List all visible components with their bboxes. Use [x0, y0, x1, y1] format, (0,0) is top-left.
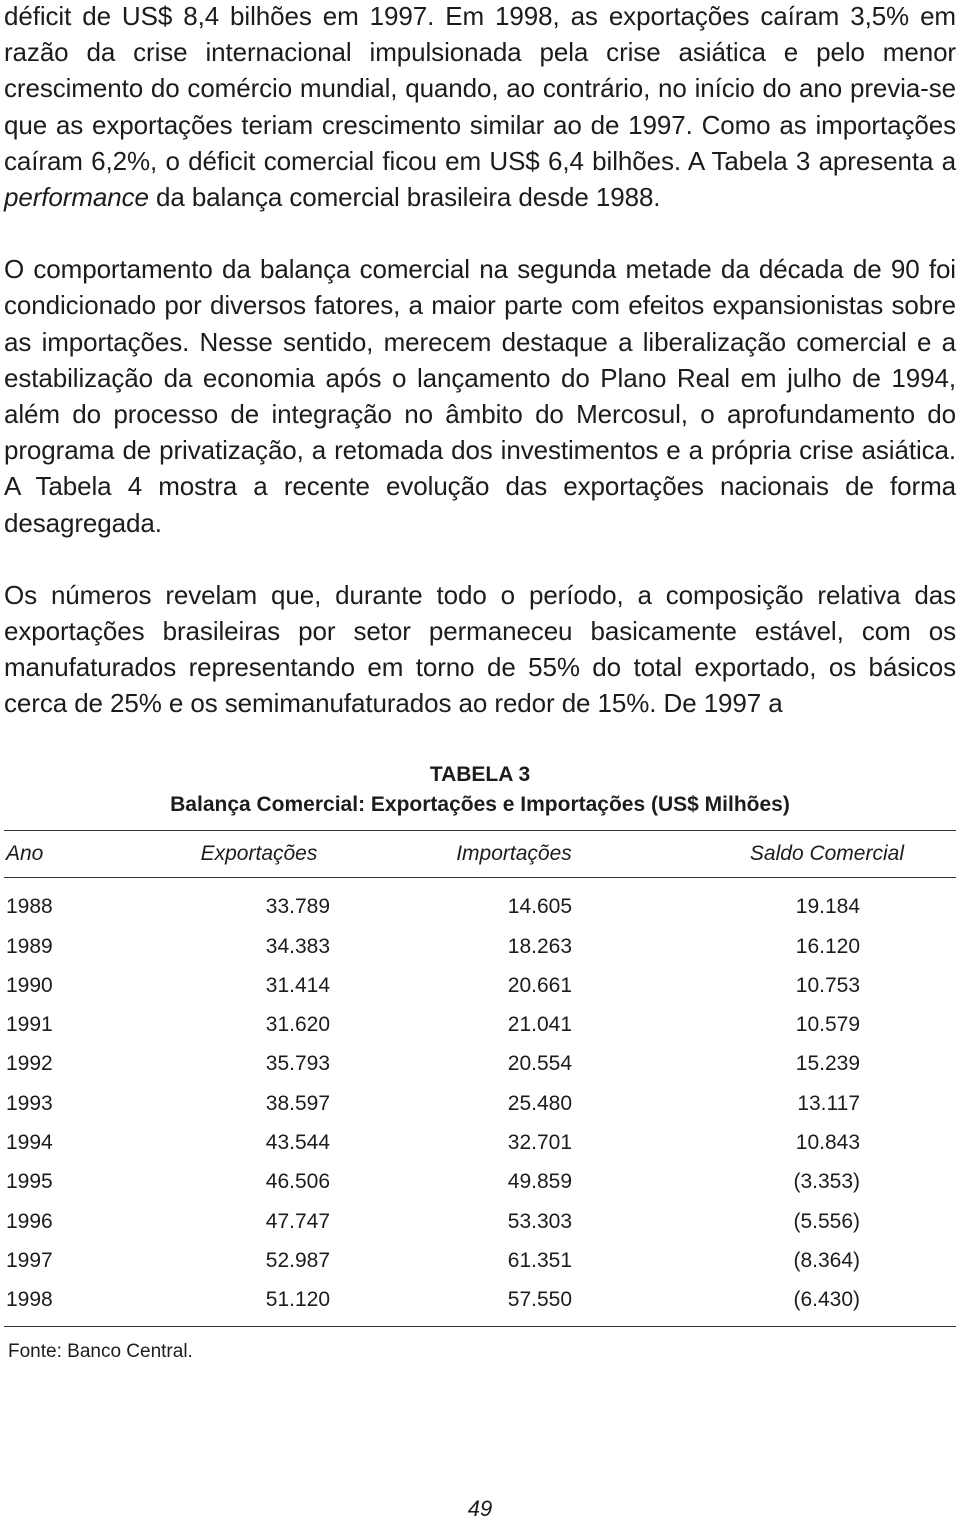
- cell-importacoes: 57.550: [507, 1288, 572, 1312]
- cell-importacoes: 25.480: [507, 1091, 572, 1115]
- cell-saldo: (8.364): [793, 1248, 860, 1272]
- cell-saldo: 13.117: [797, 1091, 860, 1115]
- cell-ano: 1994: [6, 1131, 53, 1155]
- cell-ano: 1996: [6, 1209, 53, 1233]
- table-source: Fonte: Banco Central.: [8, 1340, 193, 1362]
- table-header-exportacoes: Exportações: [200, 841, 318, 865]
- cell-importacoes: 21.041: [507, 1013, 572, 1037]
- table-row: [4, 888, 956, 927]
- cell-ano: 1998: [6, 1288, 53, 1312]
- cell-exportacoes: 38.597: [265, 1091, 330, 1115]
- cell-exportacoes: 51.120: [265, 1288, 330, 1312]
- cell-saldo: (6.430): [793, 1288, 860, 1312]
- table-row: [4, 1084, 956, 1123]
- cell-saldo: (3.353): [793, 1170, 860, 1194]
- cell-importacoes: 32.701: [507, 1131, 572, 1155]
- cell-ano: 1997: [6, 1248, 53, 1272]
- table-label: TABELA 3: [429, 762, 531, 786]
- cell-saldo: 16.120: [795, 934, 860, 958]
- cell-importacoes: 53.303: [507, 1209, 572, 1233]
- paragraph-3: Os números revelam que, durante todo o período, a composição relativa das exportações brasileiras por setor permaneceu basicamente estável, com os manufaturados representando em torno de 55% do total exportado, os básicos cerca de 25% e os semimanufaturados ao redor de 15%. De 1997 a: [4, 579, 956, 719]
- cell-saldo: (5.556): [793, 1209, 860, 1233]
- cell-exportacoes: 46.506: [265, 1170, 330, 1194]
- table-row: [4, 1202, 956, 1241]
- cell-exportacoes: 52.987: [265, 1248, 330, 1272]
- cell-ano: 1993: [6, 1091, 53, 1115]
- cell-importacoes: 49.859: [507, 1170, 572, 1194]
- cell-exportacoes: 43.544: [265, 1131, 330, 1155]
- cell-saldo: 15.239: [795, 1052, 860, 1076]
- table-row: [4, 927, 956, 966]
- cell-importacoes: 20.554: [507, 1052, 572, 1076]
- cell-ano: 1989: [6, 934, 53, 958]
- cell-exportacoes: 33.789: [265, 895, 330, 919]
- table-header-ano: Ano: [6, 841, 44, 865]
- table-row: [4, 1045, 956, 1084]
- table-caption: [4, 760, 956, 820]
- cell-exportacoes: 47.747: [265, 1209, 330, 1233]
- table-header-importacoes: Importações: [456, 841, 572, 865]
- cell-exportacoes: 31.414: [265, 973, 330, 997]
- page-content: [4, 0, 956, 1363]
- table-row: [4, 1006, 956, 1045]
- table-row: [4, 966, 956, 1005]
- cell-importacoes: 20.661: [507, 973, 572, 997]
- cell-exportacoes: 31.620: [265, 1013, 330, 1037]
- cell-ano: 1988: [6, 895, 53, 919]
- cell-saldo: 10.753: [795, 973, 860, 997]
- table-header-saldo: Saldo Comercial: [749, 841, 904, 865]
- cell-saldo: 19.184: [795, 895, 860, 919]
- cell-ano: 1990: [6, 973, 53, 997]
- paragraph-1: [4, 0, 956, 215]
- cell-importacoes: 61.351: [507, 1248, 572, 1272]
- cell-exportacoes: 34.383: [265, 934, 330, 958]
- table-row: [4, 1281, 956, 1320]
- cell-saldo: 10.579: [795, 1013, 860, 1037]
- cell-ano: 1995: [6, 1170, 53, 1194]
- paragraph-1-emphasis: performance: [4, 182, 149, 213]
- table-row: [4, 1163, 956, 1202]
- cell-exportacoes: 35.793: [265, 1052, 330, 1076]
- table-bottom-rule: [4, 1326, 956, 1327]
- table-header-row: [4, 831, 956, 877]
- table-row: [4, 1123, 956, 1162]
- cell-importacoes: 14.605: [507, 895, 572, 919]
- cell-saldo: 10.843: [795, 1131, 860, 1155]
- paragraph-1-text-b: da balança comercial brasileira desde 1988.: [148, 182, 661, 213]
- cell-ano: 1992: [6, 1052, 53, 1076]
- cell-importacoes: 18.263: [507, 934, 572, 958]
- paragraph-1-text-a: déficit de US$ 8,4 bilhões em 1997. Em 1998, as exportações caíram 3,5% em razão da crise internacional impulsionada pela crise asiática e pelo menor crescimento do comércio mundial, quando, ao contrário, no início do ano previa-se que as exportações teriam crescimento similar ao de 1997. Como as importações caíram 6,2%, o déficit comercial ficou em US$ 6,4 bilhões. A Tabela 3 apresenta a: [4, 1, 956, 176]
- table-row: [4, 1241, 956, 1280]
- page-number: 49: [467, 1496, 493, 1521]
- table-title: Balança Comercial: Exportações e Importações (US$ Milhões): [170, 792, 790, 816]
- table-body: [4, 878, 956, 1320]
- cell-ano: 1991: [6, 1013, 53, 1037]
- paragraph-2: O comportamento da balança comercial na segunda metade da década de 90 foi condicionado por diversos fatores, a maior parte com efeitos expansionistas sobre as importações. Nesse sentido, merecem destaque a liberalização comercial e a estabilização da economia após o lançamento do Plano Real em julho de 1994, além do processo de integração no âmbito do Mercosul, o aprofundamento do programa de privatização, a retomada dos investimentos e a própria crise asiática. A Tabela 4 mostra a recente evolução das exportações nacionais de forma desagregada.: [4, 254, 956, 538]
